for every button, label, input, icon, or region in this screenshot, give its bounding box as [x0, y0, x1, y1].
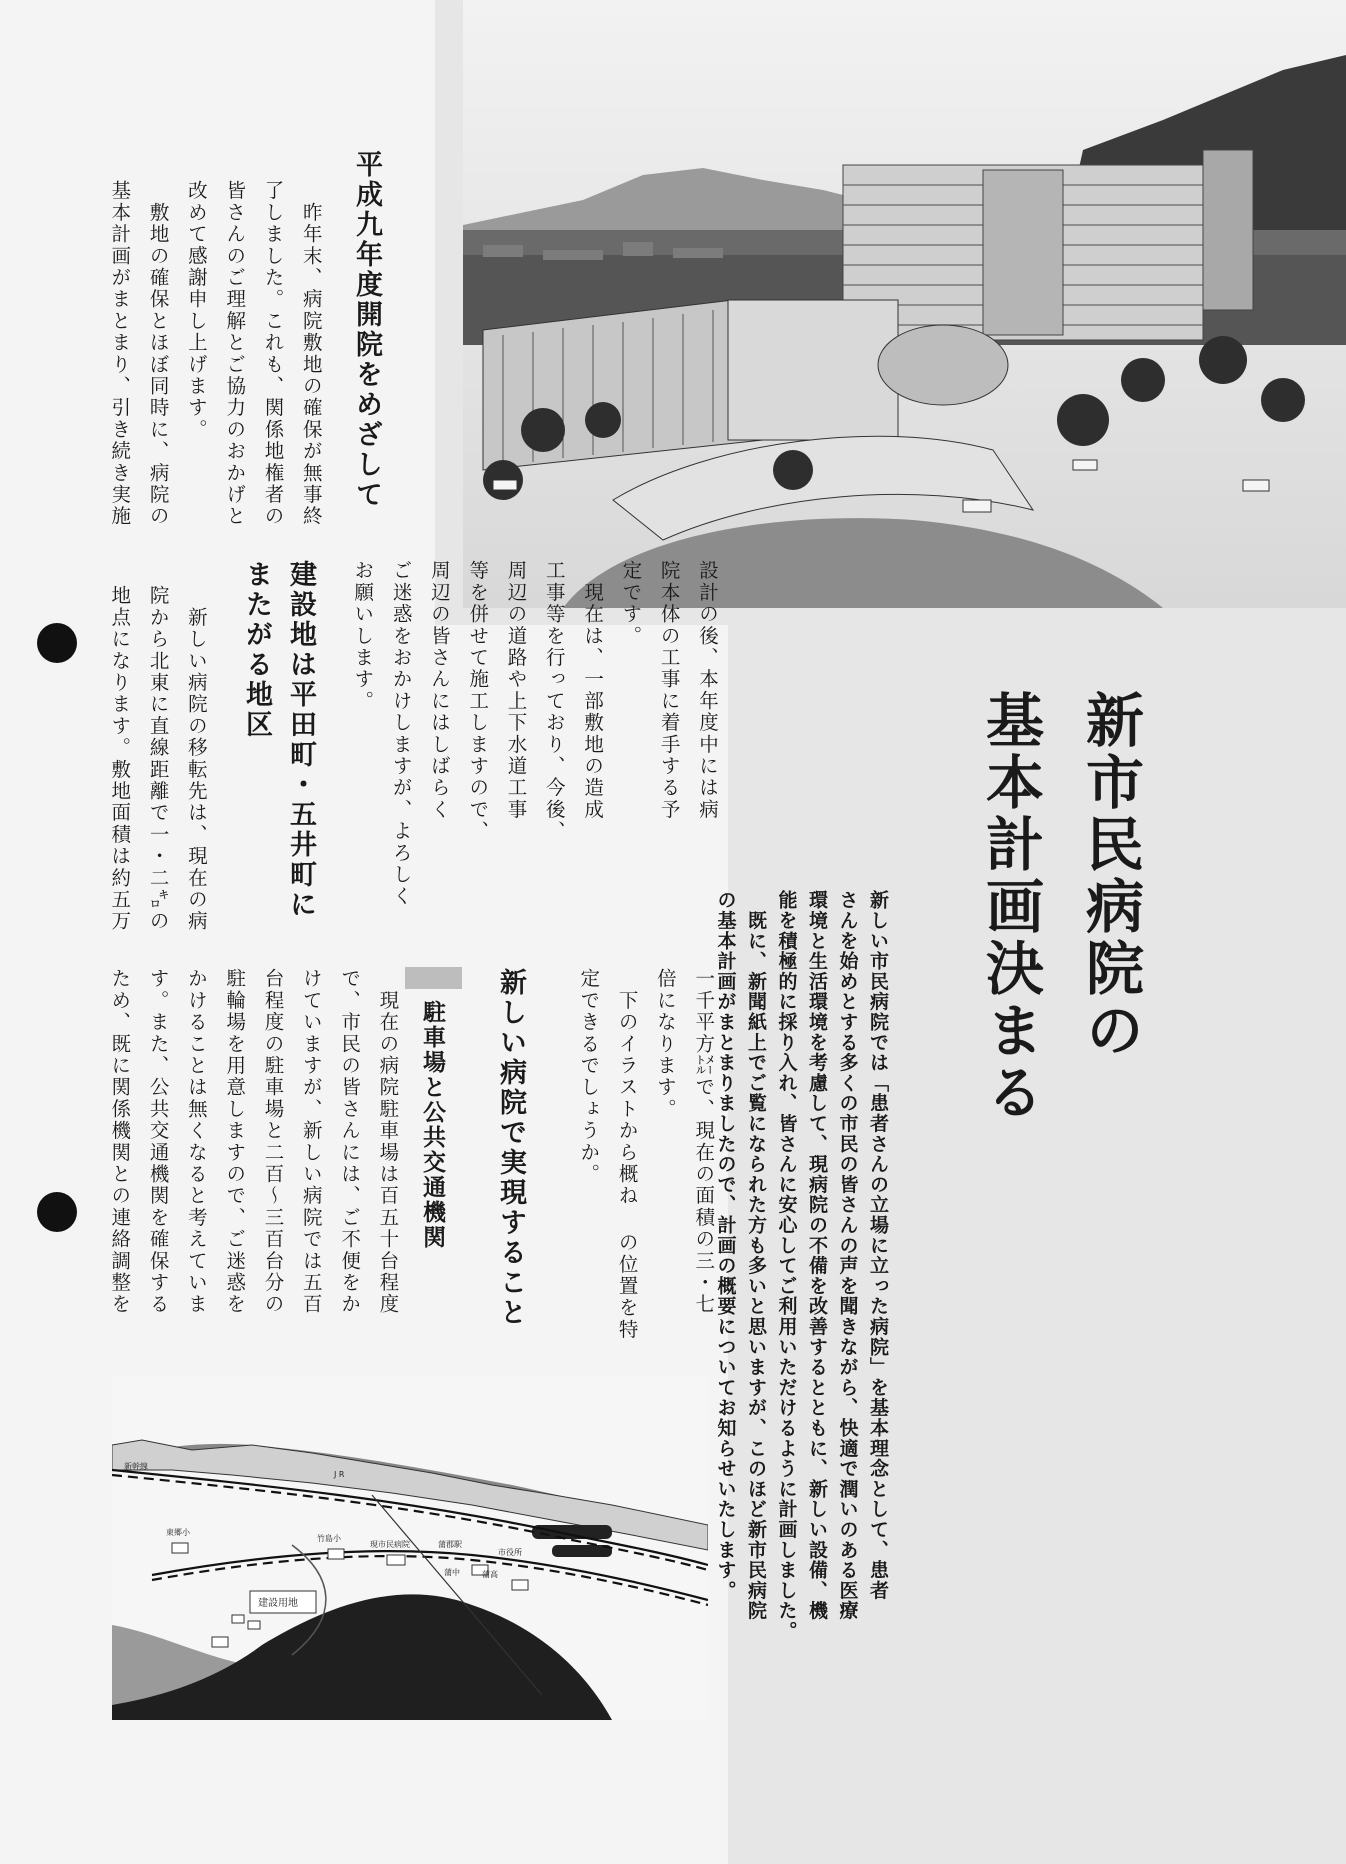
opening-body-lower: 設計の後、本年度中には病 院本体の工事に着手する予 定です。 現在は、一部敷地の造成 工事等を行っており、今後、 周辺の道路や上下水道工事 等を併せて施工しますので、 周辺の皆さんにはしばらく ご迷惑をおかけしますが、よろしく お願いします。 — [351, 560, 719, 908]
site-body-continued: 一千平方㍍で、現在の面積の三・七 倍になります。 下のイラストから概ね の位置を特 定できるでしょうか。 — [577, 968, 716, 1341]
map-label-jr: J R — [334, 1470, 345, 1479]
site-heading: 建設地は平田町・五井町に またがる地区 — [241, 560, 316, 920]
map-label-school-east: 東郷小 — [166, 1528, 190, 1537]
intro-paragraph: 新しい市民病院では「患者さんの立場に立った病院」を基本理念として、患者 さんを始めとする多くの市民の皆さんの声を聞きながら、快適で潤いのある医療 環境と生活環境を考慮して、現病院の不備を改善するとともに、新しい設備、機 能を積極的に採り入れ、皆さんに安心してご利用いただけるように計画しました。 既に、新聞紙上でご覧になられた方も多いと思いますが、このほど新市民病院 の基本計画がまとまりましたので、計画の概要についてお知らせいたします。 — [714, 890, 889, 1642]
map-label-current-hospital: 現市民病院 — [370, 1540, 410, 1549]
punch-hole-upper — [37, 623, 77, 663]
opening-heading: 平成九年度開院をめざして — [351, 150, 382, 510]
location-map — [112, 1375, 708, 1720]
map-label-gamanaka: 蒲中 — [444, 1568, 460, 1577]
map-label-city-hall: 市役所 — [498, 1548, 522, 1557]
site-body: 新しい病院の移転先は、現在の病 院から北東に直線距離で一・二㌔の 地点になります。敷地面積は約五万 — [108, 585, 208, 933]
map-label-site: 建設用地 — [258, 1598, 298, 1609]
parking-heading: 駐車場と公共交通機関 — [419, 1000, 445, 1250]
map-label-shinkansen: 新幹線 — [124, 1462, 148, 1471]
parking-body: 現在の病院駐車場は百五十台程度 で、市民の皆さんには、ご不便をか けていますが、新しい病院では五百 台程度の駐車場と二百～三百台分の 駐輪場を用意しますので、ご迷惑を かけることは無くなると考えていま す。また、公共交通機関を確保する ため、既に関係機関との連絡調整を — [108, 968, 400, 1316]
punch-hole-lower — [37, 1192, 77, 1232]
realize-heading: 新しい病院で実現すること — [495, 968, 526, 1328]
hospital-rendering-image — [463, 0, 1346, 608]
map-label-school-take: 竹島小 — [317, 1534, 341, 1543]
main-title: 新市民病院の 基本計画決まる — [976, 690, 1144, 1124]
heading-tag-bar — [405, 967, 462, 989]
map-label-gamataka: 蒲高 — [482, 1570, 498, 1579]
map-label-station: 蒲郡駅 — [438, 1540, 462, 1549]
opening-body-upper: 昨年末、病院敷地の確保が無事終 了しました。これも、関係地権者の 皆さんのご理解とご協力のおかげと 改めて感謝申し上げます。 敷地の確保とほぼ同時に、病院の 基本計画がまとまり、引き続き実施 — [108, 180, 323, 528]
